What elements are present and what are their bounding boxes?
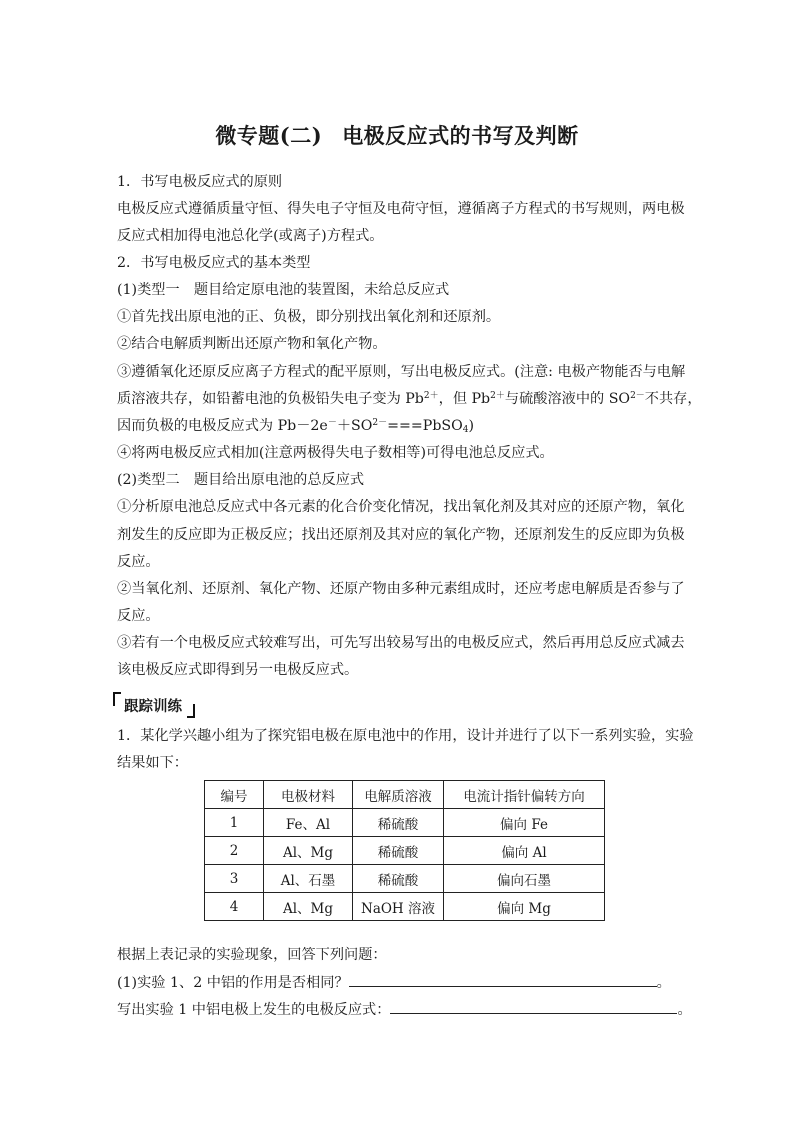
table-cell: 偏向石墨 [444, 865, 605, 893]
type2-heading: (2)类型二 题目给出原电池的总反应式 [117, 472, 365, 488]
type2-step2-line2: 反应。 [117, 608, 160, 624]
table-row [205, 893, 605, 921]
type1-heading: (1)类型一 题目给定原电池的装置图，未给总反应式 [117, 282, 450, 298]
answer-blank-1[interactable] [349, 972, 657, 987]
table-row [205, 865, 605, 893]
title-right: 电极反应式的书写及判断 [342, 123, 579, 148]
type2-step1-line3: 反应。 [117, 554, 160, 570]
type2-step2-line1: ②当氧化剂、还原剂、氧化产物、还原产物由多种元素组成时，还应考虑电解质是否参与了 [117, 581, 685, 597]
table-cell: 偏向 Al [444, 837, 605, 865]
table-cell: 4 [205, 893, 264, 921]
type1-step3-line3: 因而负极的电极反应式为 $Pb-2e^-+SO^{2-}===PbSO_4$) [117, 418, 475, 435]
table-cell: Al、Mg [264, 837, 353, 865]
type1-step1: ①首先找出原电池的正、负极，即分别找出氧化剂和还原剂。 [117, 309, 501, 325]
table-cell: 1 [205, 809, 264, 837]
bracket-top-left [113, 692, 121, 706]
section1-body-line1: 电极反应式遵循质量守恒、得失电子守恒及电荷守恒，遵循离子方程式的书写规则，两电极 [117, 201, 685, 217]
table-header: 电解质溶液 [353, 781, 444, 809]
type2-step1-line2: 剂发生的反应即为正极反应；找出还原剂及其对应的氧化产物，还原剂发生的反应即为负极 [117, 527, 685, 543]
table-cell: Al、石墨 [264, 865, 353, 893]
type1-step2: ②结合电解质判断出还原产物和氧化产物。 [117, 336, 387, 352]
type2-step1-line1: ①分析原电池总反应式中各元素的化合价变化情况，找出氧化剂及其对应的还原产物，氧化 [117, 499, 685, 515]
table-cell: 稀硫酸 [353, 837, 444, 865]
table-cell: 偏向 Mg [444, 893, 605, 921]
table-header: 编号 [205, 781, 264, 809]
section2-heading: 2．书写电极反应式的基本类型 [117, 255, 311, 271]
type1-step4: ④将两电极反应式相加(注意两极得失电子数相等)可得电池总反应式。 [117, 445, 554, 461]
type2-step3-line1: ③若有一个电极反应式较难写出，可先写出较易写出的电极反应式，然后再用总反应式减去 [117, 635, 685, 651]
type2-step3-line2: 该电极反应式即得到另一电极反应式。 [117, 662, 359, 678]
type1-step3-line2: 质溶液共存，如铅蓄电池的负极铅失电子变为 $Pb^{2+}$，但 $Pb^{2+}$与硫酸溶液中的 $SO^{2-}$不共存， [117, 391, 702, 407]
section1-heading: 1．书写电极反应式的原则 [117, 174, 283, 190]
answer-blank-2[interactable] [390, 999, 677, 1014]
experiment-table [204, 780, 605, 921]
table-cell: 2 [205, 837, 264, 865]
table-cell: Al、Mg [264, 893, 353, 921]
table-row [205, 837, 605, 865]
type1-step3-line1: ③遵循氧化还原反应离子方程式的配平原则，写出电极反应式。(注意: 电极产物能否与电解 [117, 364, 686, 380]
subquestion2: 写出实验 1 中铝电极上发生的电极反应式： 。 [117, 999, 692, 1020]
table-cell: 稀硫酸 [353, 865, 444, 893]
table-row [205, 809, 605, 837]
table-header: 电流计指针偏转方向 [444, 781, 605, 809]
question1-line2: 结果如下： [117, 755, 188, 771]
title-left: 微专题(二) [215, 123, 323, 148]
section1-body-line2: 反应式相加得电池总化学(或离子)方程式。 [117, 228, 384, 244]
table-header-row [205, 781, 605, 809]
table-cell: 稀硫酸 [353, 809, 444, 837]
table-cell: Fe、Al [264, 809, 353, 837]
subquestion1: (1)实验 1、2 中铝的作用是否相同？ 。 [117, 972, 671, 993]
table-cell: 偏向 Fe [444, 809, 605, 837]
table-cell: 3 [205, 865, 264, 893]
after-table-text: 根据上表记录的实验现象，回答下列问题： [117, 947, 387, 963]
table-header: 电极材料 [264, 781, 353, 809]
practice-heading-text: 跟踪训练 [124, 698, 182, 715]
table-cell: NaOH 溶液 [353, 893, 444, 921]
question1-line1: 1．某化学兴趣小组为了探究铝电极在原电池中的作用，设计并进行了以下一系列实验，实验 [117, 728, 694, 744]
page-title [0, 120, 794, 150]
bracket-bottom-right [187, 704, 195, 718]
